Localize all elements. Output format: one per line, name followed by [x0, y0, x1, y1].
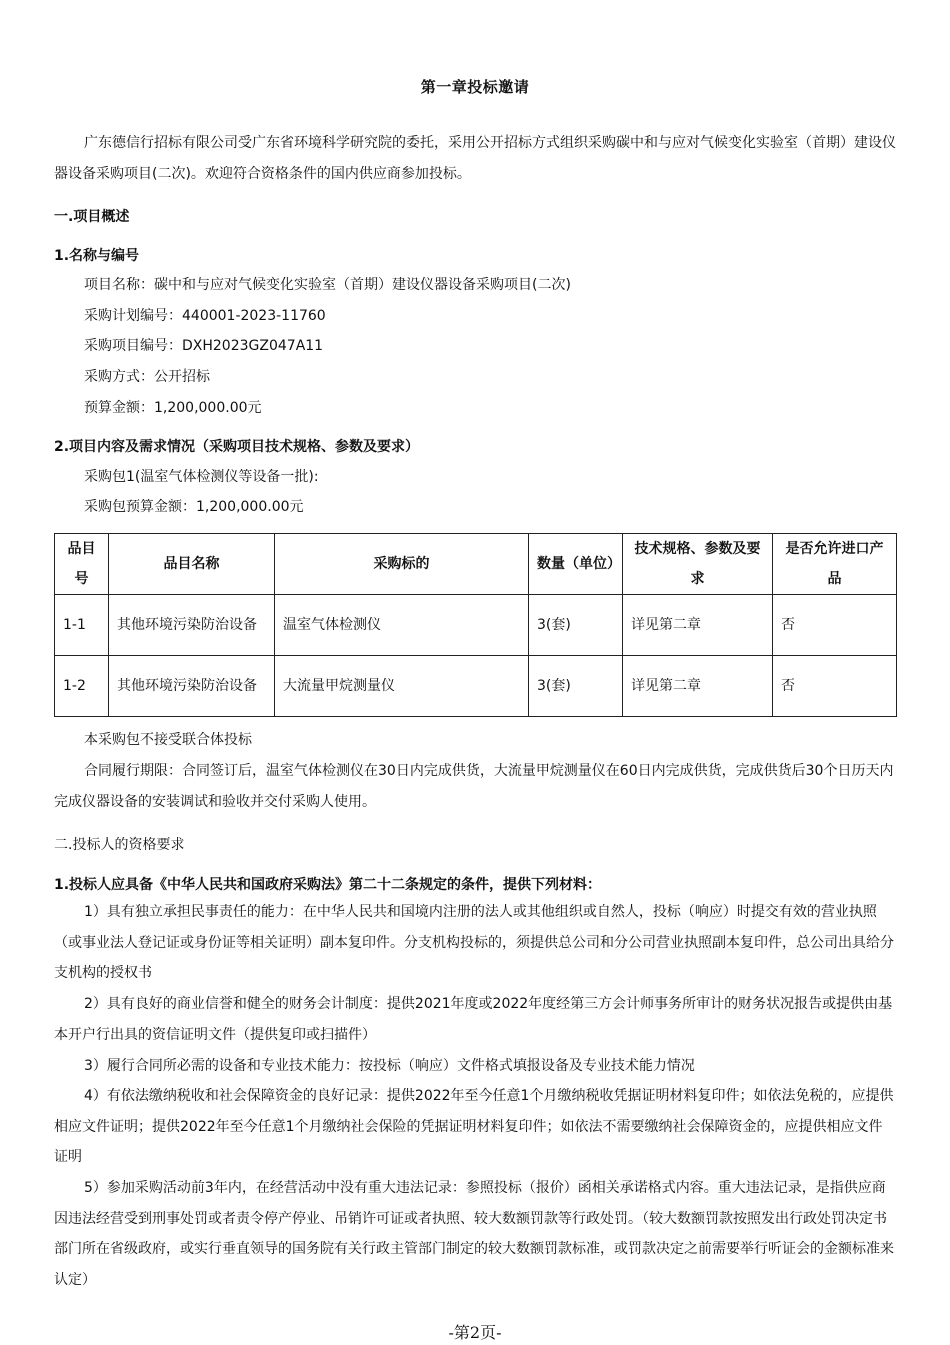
package-budget: 采购包预算金额：1,200,000.00元: [84, 499, 304, 515]
col-header: 采购标的: [275, 534, 529, 595]
table-cell: 详见第二章: [623, 656, 773, 717]
procurement-method: 采购方式：公开招标: [84, 369, 210, 385]
plan-number: 采购计划编号：440001-2023-11760: [84, 308, 326, 324]
requirement-item: 2）具有良好的商业信誉和健全的财务会计制度：提供2021年度或2022年度经第三方会计师事务所审计的财务状况报告或提供由基本开户行出具的资信证明文件（提供复印或扫描件）: [54, 996, 893, 1043]
col-header: 品目名称: [109, 534, 275, 595]
table-cell: 其他环境污染防治设备: [109, 656, 275, 717]
package-label: 采购包1(温室气体检测仪等设备一批):: [84, 469, 319, 485]
table-cell: 1-1: [55, 595, 109, 656]
sub1-heading: 1.名称与编号: [54, 248, 140, 264]
no-consortium-note: 本采购包不接受联合体投标: [84, 732, 252, 748]
table-cell: 大流量甲烷测量仪: [275, 656, 529, 717]
col-header: 品目号: [55, 534, 109, 595]
contract-period: 合同履行期限：合同签订后，温室气体检测仪在30日内完成供货，大流量甲烷测量仪在60日内完成供货，完成供货后30个日历天内完成仪器设备的安装调试和验收并交付采购人使用。: [54, 763, 894, 810]
table-cell: 详见第二章: [623, 595, 773, 656]
table-cell: 3(套): [529, 595, 623, 656]
requirement-item: 1）具有独立承担民事责任的能力：在中华人民共和国境内注册的法人或其他组织或自然人，投标（响应）时提交有效的营业执照（或事业法人登记证或身份证等相关证明）副本复印件。分支机构投标的，须提供总公司和分公司营业执照副本复印件，总公司出具给分支机构的授权书: [54, 904, 894, 981]
section2-sub1-heading: 1.投标人应具备《中华人民共和国政府采购法》第二十二条规定的条件，提供下列材料：: [54, 877, 602, 893]
requirement-item: 4）有依法缴纳税收和社会保障资金的良好记录：提供2022年至今任意1个月缴纳税收凭据证明材料复印件；如依法免税的，应提供相应文件证明；提供2022年至今任意1个月缴纳社会保险的凭据证明材料复印件；如依法不需要缴纳社会保障资金的，应提供相应文件证明: [54, 1088, 894, 1165]
section1-heading: 一.项目概述: [54, 209, 130, 225]
table-cell: 否: [773, 656, 897, 717]
table-cell: 1-2: [55, 656, 109, 717]
sub2-heading: 2.项目内容及需求情况（采购项目技术规格、参数及要求）: [54, 439, 420, 455]
col-header: 是否允许进口产品: [773, 534, 897, 595]
col-header: 技术规格、参数及要求: [623, 534, 773, 595]
section2-heading: 二.投标人的资格要求: [54, 837, 185, 853]
requirement-item: 5）参加采购活动前3年内，在经营活动中没有重大违法记录：参照投标（报价）函相关承诺格式内容。重大违法记录，是指供应商因违法经营受到刑事处罚或者责令停产停业、吊销许可证或者执照、较大数额罚款等行政处罚。（较大数额罚款按照发出行政处罚决定书部门所在省级政府，或实行垂直领导的国务院有关行政主管部门制定的较大数额罚款标准，或罚款决定之前需要举行听证会的金额标准来认定）: [54, 1180, 894, 1288]
project-number: 采购项目编号：DXH2023GZ047A11: [84, 338, 324, 354]
project-name: 项目名称：碳中和与应对气候变化实验室（首期）建设仪器设备采购项目(二次): [84, 277, 571, 293]
table-header-row: [55, 534, 897, 595]
table-cell: 3(套): [529, 656, 623, 717]
budget-amount: 预算金额：1,200,000.00元: [84, 400, 262, 416]
table-row: [55, 595, 897, 656]
intro-paragraph: 广东德信行招标有限公司受广东省环境科学研究院的委托，采用公开招标方式组织采购碳中和与应对气候变化实验室（首期）建设仪器设备采购项目(二次)。欢迎符合资格条件的国内供应商参加投标。: [54, 135, 896, 182]
table-cell: 温室气体检测仪: [275, 595, 529, 656]
items-table: [54, 533, 897, 717]
page-number: -第2页-: [448, 1323, 502, 1342]
table-row: [55, 656, 897, 717]
chapter-title: 第一章投标邀请: [420, 78, 530, 96]
table-cell: 否: [773, 595, 897, 656]
col-header: 数量（单位）: [529, 534, 623, 595]
requirement-item: 3）履行合同所必需的设备和专业技术能力：按投标（响应）文件格式填报设备及专业技术能力情况: [84, 1058, 695, 1074]
table-cell: 其他环境污染防治设备: [109, 595, 275, 656]
